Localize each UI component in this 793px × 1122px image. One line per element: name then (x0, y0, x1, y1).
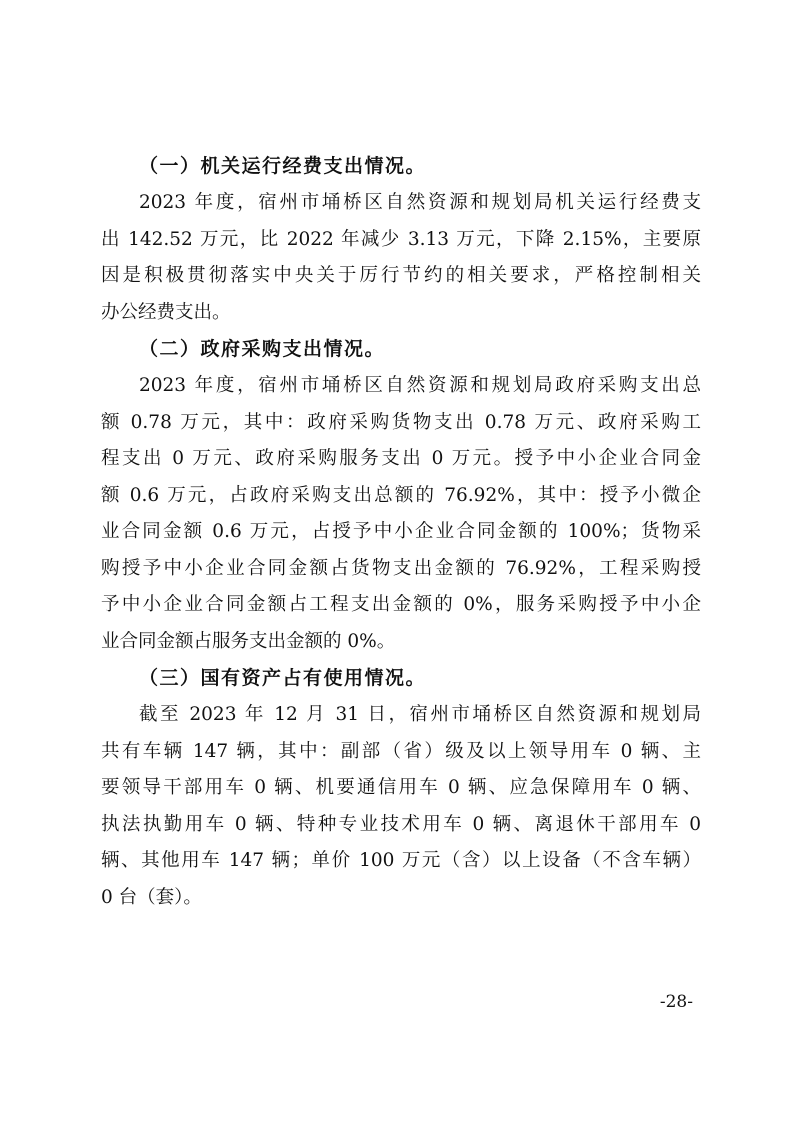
text-line: 业合同金额占服务支出金额的 0%。 (101, 630, 396, 652)
text-line: 0 台（套）。 (101, 886, 202, 908)
text-line: 出 142.52 万元，比 2022 年减少 3.13 万元，下降 2.15%，主要原 (101, 228, 701, 250)
text-line: 业合同金额 0.6 万元，占授予中小企业合同金额的 100%；货物采 (101, 521, 701, 542)
text-line: 购授予中小企业合同金额占货物支出金额的 76.92%，工程采购授 (101, 557, 701, 579)
section-heading-state-assets: （三）国有资产占有使用情况。 (139, 667, 427, 689)
paragraph-operating-expenses (101, 185, 701, 331)
text-line: 予中小企业合同金额占工程支出金额的 0%，服务采购授予中小企 (101, 594, 701, 615)
section-heading-operating-expenses: （一）机关运行经费支出情况。 (139, 155, 427, 177)
text-line: 额 0.78 万元，其中：政府采购货物支出 0.78 万元、政府采购工 (101, 411, 701, 433)
text-line: 程支出 0 万元、政府采购服务支出 0 万元。授予中小企业合同金 (101, 448, 701, 469)
text-line: 辆、其他用车 147 辆；单价 100 万元（含）以上设备（不含车辆） (101, 850, 701, 871)
section-heading-government-procurement: （二）政府采购支出情况。 (139, 338, 386, 360)
paragraph-government-procurement (101, 368, 701, 660)
text-line: 2023 年度，宿州市埇桥区自然资源和规划局机关运行经费支 (139, 192, 701, 213)
text-line: 因是积极贯彻落实中央关于厉行节约的相关要求，严格控制相关 (101, 265, 701, 286)
text-line: 要领导干部用车 0 辆、机要通信用车 0 辆、应急保障用车 0 辆、 (101, 777, 701, 798)
text-line: 额 0.6 万元，占政府采购支出总额的 76.92%，其中：授予小微企 (101, 484, 701, 506)
text-line: 办公经费支出。 (101, 301, 231, 323)
page-number: -28- (659, 992, 693, 1012)
text-line: 共有车辆 147 辆，其中：副部（省）级及以上领导用车 0 辆、主 (101, 740, 701, 762)
section-state-assets (101, 660, 701, 916)
text-line: 2023 年度，宿州市埇桥区自然资源和规划局政府采购支出总 (139, 375, 701, 396)
document-body (101, 148, 701, 916)
section-government-procurement (101, 331, 701, 660)
text-line: 截至 2023 年 12 月 31 日，宿州市埇桥区自然资源和规划局 (139, 704, 701, 725)
section-operating-expenses (101, 148, 701, 331)
text-line: 执法执勤用车 0 辆、特种专业技术用车 0 辆、离退休干部用车 0 (101, 813, 701, 835)
paragraph-state-assets (101, 697, 701, 916)
